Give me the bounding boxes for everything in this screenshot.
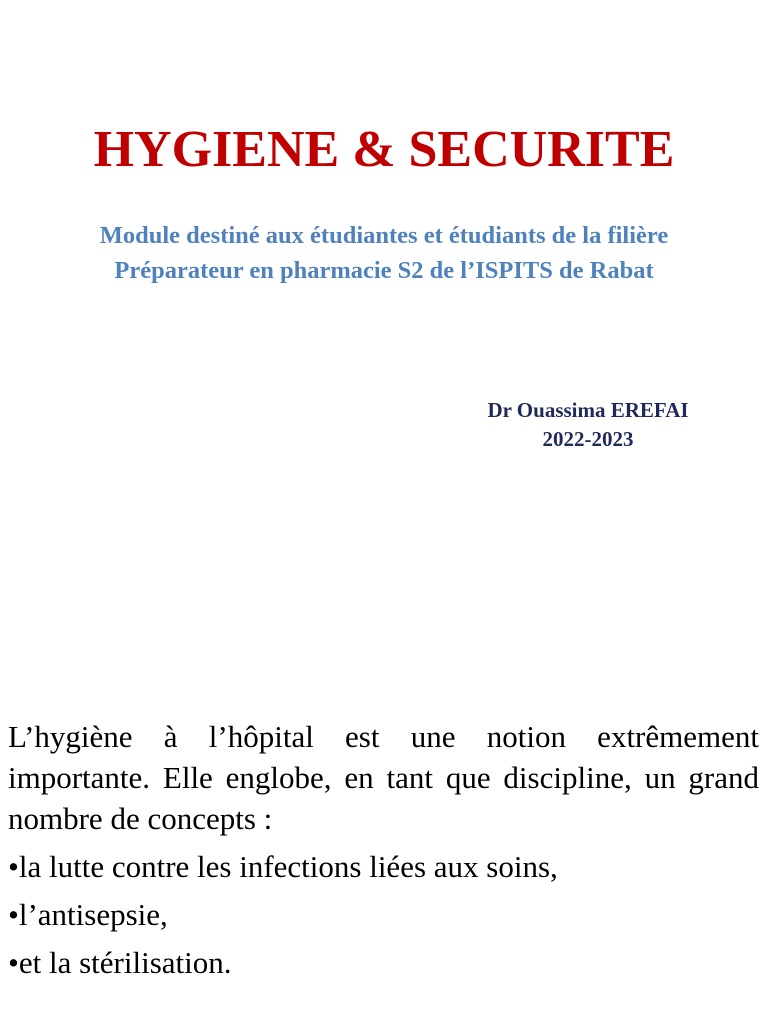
author-name: Dr Ouassima EREFAI (487, 398, 689, 422)
subtitle-line-2: Préparateur en pharmacie S2 de l’ISPITS de Rabat (114, 257, 654, 284)
intro-paragraph: L’hygiène à l’hôpital est une notion extrêmement importante. Elle englobe, en tant que discipline, un grand nombre de concepts : (8, 719, 759, 836)
subtitle-line-1: Module destiné aux étudiantes et étudiants de la filière (99, 222, 669, 249)
academic-year: 2022-2023 (542, 427, 634, 451)
content-block (8, 716, 759, 983)
bullet-item-infections: •la lutte contre les infections liées aux soins, (8, 849, 558, 884)
bullet-list (8, 846, 759, 983)
author-block (450, 396, 726, 454)
bullet-item-antisepsie: •l’antisepsie, (8, 897, 168, 932)
slide-title: HYGIENE & SECURITE (93, 121, 675, 178)
bullet-item-sterilisation: •et la stérilisation. (8, 945, 232, 980)
slide-subtitle (0, 218, 768, 288)
